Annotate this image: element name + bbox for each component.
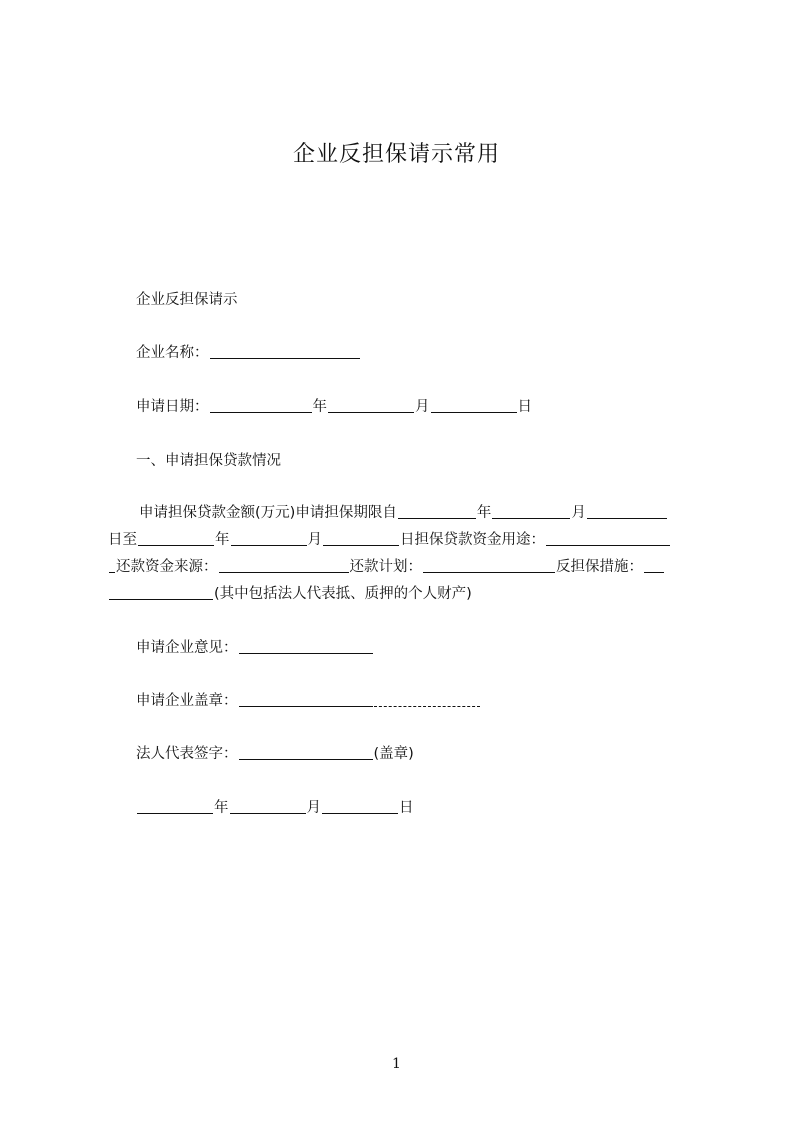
period-to-year-label: 年 [215,532,230,548]
sign-month-label: 月 [306,800,321,816]
paragraph-row-4 [108,581,702,608]
paragraph-row-3 [108,554,702,581]
sign-date-row [136,798,414,818]
apply-month-label: 月 [415,399,430,415]
signature-field[interactable] [239,744,373,760]
purpose-field[interactable] [546,530,670,546]
document-title: 企业反担保请示常用 [292,142,500,167]
apply-year-label: 年 [312,399,327,415]
signature-label: 法人代表签字： [136,746,238,762]
section-one-heading: 一、申请担保贷款情况 [136,453,281,469]
purpose-label: 日担保贷款资金用途： [400,532,545,548]
signature-suffix: (盖章) [373,746,414,762]
period-to-year-field[interactable] [138,530,214,546]
period-from-day-field[interactable] [587,503,667,519]
day-to-label: 日至 [108,532,137,548]
sign-year-field[interactable] [137,798,213,814]
plan-field[interactable] [423,557,555,573]
sign-year-label: 年 [214,800,229,816]
plan-label: 还款计划： [349,559,422,575]
seal-label: 申请企业盖章： [136,693,238,709]
seal-dashed-line [374,691,480,707]
apply-day-label: 日 [517,399,532,415]
measures-field[interactable] [109,584,213,600]
amount-label: 申请担保贷款金额(万元)申请担保期限自 [139,505,397,521]
opinion-label: 申请企业意见： [136,640,238,656]
page-number: 1 [392,1056,401,1072]
measures-note: (其中包括法人代表抵、质押的个人财产) [214,586,472,602]
sign-day-field[interactable] [322,798,398,814]
company-name-row [136,343,361,363]
period-to-month-label: 月 [307,532,322,548]
signature-row [136,744,414,764]
opinion-row [136,638,374,658]
period-from-year-field[interactable] [398,503,476,519]
seal-field[interactable] [239,691,373,707]
paragraph-row-1 [108,500,702,527]
company-name-label: 企业名称： [136,345,209,361]
apply-date-label: 申请日期： [136,399,209,415]
measures-field-start[interactable] [644,557,664,573]
period-to-month-field[interactable] [231,530,307,546]
apply-year-field[interactable] [210,397,312,413]
source-label: 还款资金来源： [116,559,218,575]
apply-date-row [136,397,532,417]
source-lead-field[interactable] [109,557,115,573]
period-from-month-label: 月 [571,505,586,521]
source-field[interactable] [219,557,349,573]
sign-month-field[interactable] [230,798,306,814]
period-to-day-field[interactable] [323,530,399,546]
period-from-year-label: 年 [476,505,492,521]
apply-day-field[interactable] [431,397,517,413]
seal-row [136,691,480,711]
measures-label: 反担保措施： [556,559,643,575]
paragraph-row-2 [108,527,702,554]
sign-day-label: 日 [399,800,414,816]
loan-details-paragraph [108,500,702,608]
opinion-field[interactable] [239,638,373,654]
apply-month-field[interactable] [328,397,414,413]
company-name-field[interactable] [210,343,360,359]
document-subtitle: 企业反担保请示 [136,292,238,308]
period-from-month-field[interactable] [492,503,570,519]
